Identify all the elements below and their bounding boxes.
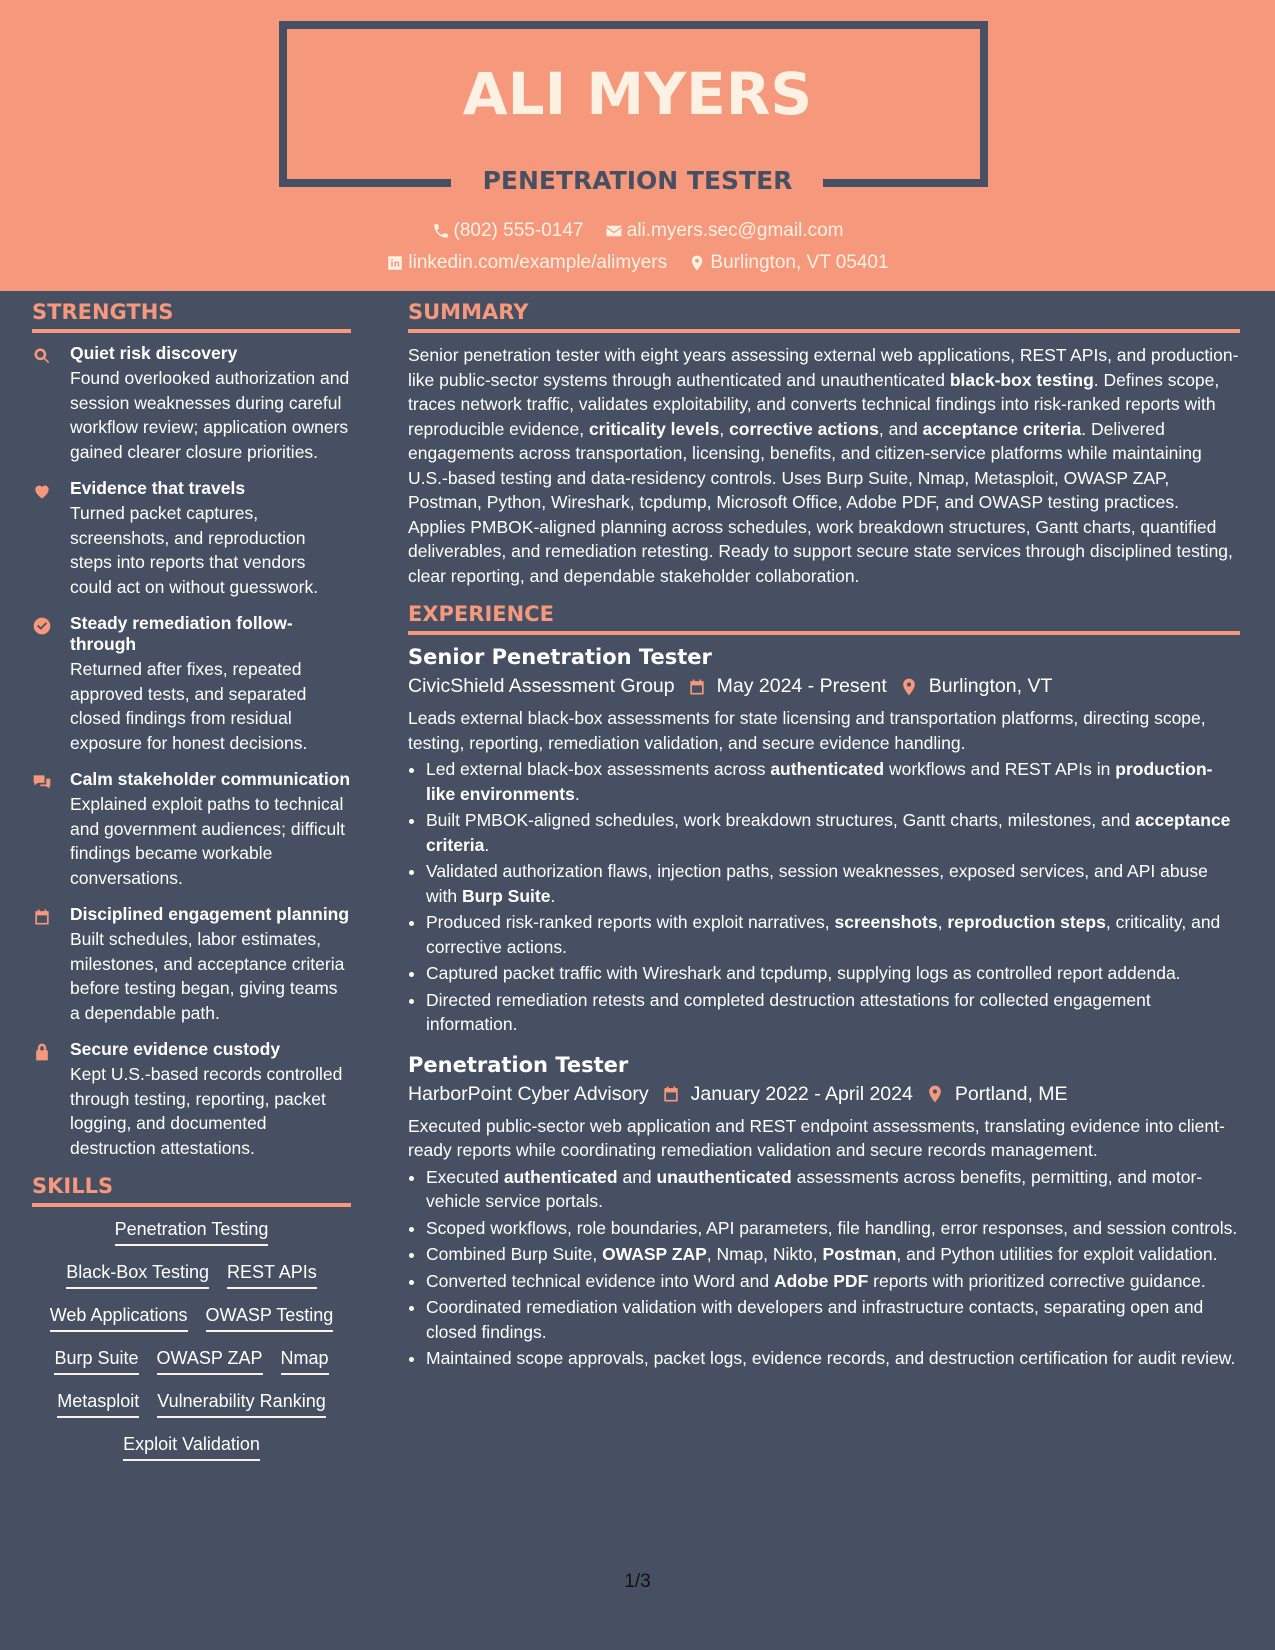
- strength-desc: Turned packet captures, screenshots, and reproduction steps into reports that vendors could act on without guesswork.: [70, 503, 319, 597]
- location-text: Burlington, VT 05401: [710, 252, 889, 273]
- job-meta: [408, 675, 1240, 698]
- linkedin-text: linkedin.com/example/alimyers: [408, 252, 668, 273]
- job-location: Burlington, VT: [928, 675, 1053, 697]
- strength-item: [32, 769, 351, 890]
- job-company: HarborPoint Cyber Advisory: [408, 1082, 649, 1105]
- job-bullet: • Executed authenticated and unauthenticated assessments across benefits, permitting, and motor-vehicle service portals.: [426, 1165, 1240, 1214]
- map-pin-icon: [925, 1084, 945, 1104]
- job-bullet: • Produced risk-ranked reports with exploit narratives, screenshots, reproduction steps, criticality, and corrective actions.: [426, 910, 1240, 959]
- strength-desc: Returned after fixes, repeated approved tests, and separated closed findings from residual exposure for honest decisions.: [70, 659, 308, 753]
- experience-list: [408, 645, 1240, 1371]
- phone-text: (802) 555-0147: [453, 220, 584, 241]
- job-bullet: • Built PMBOK-aligned schedules, work breakdown structures, Gantt charts, milestones, and acceptance criteria.: [426, 808, 1240, 857]
- job-description: Leads external black-box assessments for state licensing and transportation platforms, directing scope, testing, reporting, remediation validation, and secure evidence handling.: [408, 708, 1206, 753]
- strength-title: Evidence that travels: [70, 478, 246, 498]
- job-bullets: [408, 757, 1240, 1037]
- experience-heading: EXPERIENCE: [408, 602, 1240, 635]
- linkedin-icon: [386, 254, 404, 272]
- strengths-list: [32, 343, 351, 1160]
- skill-row: [32, 1303, 351, 1332]
- skill-row: [32, 1346, 351, 1375]
- job-bullet: • Combined Burp Suite, OWASP ZAP, Nmap, Nikto, Postman, and Python utilities for exploit validation.: [426, 1242, 1240, 1267]
- skill-tag: OWASP Testing: [206, 1303, 334, 1332]
- strength-title: Quiet risk discovery: [70, 343, 238, 363]
- right-column: [408, 300, 1240, 1387]
- strength-title: Calm stakeholder communication: [70, 769, 351, 789]
- job-company: CivicShield Assessment Group: [408, 675, 675, 697]
- job-bullet: • Converted technical evidence into Word and Adobe PDF reports with prioritized corrective guidance.: [426, 1269, 1240, 1294]
- phone-icon: [432, 222, 450, 240]
- contact-linkedin[interactable]: [386, 252, 667, 274]
- job-role: Penetration Tester: [408, 1052, 629, 1077]
- email-text: ali.myers.sec@gmail.com: [626, 220, 844, 241]
- job-title: PENETRATION TESTER: [482, 166, 793, 195]
- strength-desc: Found overlooked authorization and session weaknesses during careful workflow review; application owners gained clearer closure priorities.: [70, 368, 350, 462]
- skill-row: [32, 1389, 351, 1418]
- strengths-heading: STRENGTHS: [32, 300, 351, 333]
- job-bullets: [408, 1165, 1240, 1371]
- summary-heading: SUMMARY: [408, 300, 1240, 333]
- job-bullet: • Directed remediation retests and completed destruction attestations for collected engagement information.: [426, 988, 1240, 1037]
- comments-icon: [32, 772, 52, 792]
- skill-row: [32, 1217, 351, 1246]
- strength-desc: Kept U.S.-based records controlled through testing, reporting, packet logging, and documented destruction attestations.: [70, 1064, 343, 1158]
- job-bullet: • Led external black-box assessments across authenticated workflows and REST APIs in production-like environments.: [426, 757, 1240, 806]
- page-number: 1/3: [624, 1571, 651, 1592]
- skill-tag: OWASP ZAP: [157, 1346, 263, 1375]
- skill-row: [32, 1432, 351, 1461]
- strength-title: Secure evidence custody: [70, 1039, 281, 1059]
- job-bullet: • Validated authorization flaws, injection paths, session weaknesses, exposed services, and API abuse with Burp Suite.: [426, 859, 1240, 908]
- job-bullet: • Maintained scope approvals, packet logs, evidence records, and destruction certification for audit review.: [426, 1346, 1240, 1371]
- skill-tag: Nmap: [281, 1346, 329, 1375]
- skill-tag: Penetration Testing: [115, 1217, 269, 1246]
- strength-item: [32, 478, 351, 599]
- strength-title: Disciplined engagement planning: [70, 904, 350, 924]
- strength-desc: Explained exploit paths to technical and government audiences; difficult findings became workable conversations.: [70, 794, 345, 888]
- job-entry: [408, 645, 1240, 1037]
- heart-icon: [32, 481, 52, 501]
- skill-row: [32, 1260, 351, 1289]
- strength-item: [32, 613, 351, 755]
- contact-phone[interactable]: [432, 220, 584, 242]
- envelope-icon: [605, 222, 623, 240]
- map-pin-icon: [899, 677, 919, 697]
- strength-desc: Built schedules, labor estimates, milestones, and acceptance criteria before testing began, giving teams a dependable path.: [70, 929, 345, 1023]
- left-column: [32, 300, 351, 1475]
- header-band: [0, 0, 1275, 291]
- skill-tag: REST APIs: [227, 1260, 317, 1289]
- summary-text: Senior penetration tester with eight years assessing external web applications, REST APIs, and production-like public-sector systems through authenticated and unauthenticated black-box testing. Defines scope, traces network traffic, validates exploitability, and converts technical findings into risk-ranked reports with reproducible evidence, criticality levels, corrective actions, and acceptance criteria. Delivered engagements across transportation, licensing, benefits, and citizen-service platforms while maintaining U.S.-based testing and data-residency controls. Uses Burp Suite, Nmap, Metasploit, OWASP ZAP, Postman, Python, Wireshark, tcpdump, Microsoft Office, Adobe PDF, and OWASP testing practices. Applies PMBOK-aligned planning across schedules, work breakdown structures, Gantt charts, quantified deliverables, and remediation retesting. Ready to support secure state services through disciplined testing, clear reporting, and dependable stakeholder collaboration.: [408, 345, 1239, 586]
- strength-item: [32, 343, 351, 464]
- job-bullet: • Scoped workflows, role boundaries, API parameters, file handling, error responses, and session controls.: [426, 1216, 1240, 1241]
- job-location: Portland, ME: [954, 1082, 1068, 1105]
- search-icon: [32, 346, 52, 366]
- job-bullet: • Coordinated remediation validation with developers and infrastructure contacts, separating open and closed findings.: [426, 1295, 1240, 1344]
- job-meta: [408, 1083, 1240, 1106]
- skills-list: [32, 1217, 351, 1461]
- candidate-name: ALI MYERS: [462, 60, 813, 128]
- skill-tag: Vulnerability Ranking: [157, 1389, 325, 1418]
- job-bullet: • Captured packet traffic with Wireshark and tcpdump, supplying logs as controlled report addenda.: [426, 961, 1240, 986]
- calendar-icon: [687, 677, 707, 697]
- map-pin-icon: [688, 254, 706, 272]
- job-dates: January 2022 - April 2024: [690, 1082, 913, 1105]
- contact-email[interactable]: [605, 220, 844, 242]
- strength-title: Steady remediation follow-through: [70, 613, 293, 654]
- contact-location: [688, 252, 888, 274]
- calendar-icon: [32, 907, 52, 927]
- calendar-icon: [661, 1084, 681, 1104]
- skill-tag: Web Applications: [50, 1303, 188, 1332]
- contact-line-2: [0, 252, 1275, 278]
- skill-tag: Exploit Validation: [123, 1432, 260, 1461]
- skill-tag: Burp Suite: [54, 1346, 138, 1375]
- strength-item: [32, 904, 351, 1025]
- job-role: Senior Penetration Tester: [408, 645, 712, 669]
- skills-heading: SKILLS: [32, 1174, 351, 1207]
- skill-tag: Black-Box Testing: [66, 1260, 209, 1289]
- job-entry: [408, 1053, 1240, 1371]
- job-dates: May 2024 - Present: [716, 675, 887, 697]
- job-description: Executed public-sector web application and REST endpoint assessments, translating evidence into client-ready reports while coordinating remediation validation and secure records management.: [408, 1115, 1225, 1160]
- contact-line-1: [0, 220, 1275, 246]
- strength-item: [32, 1039, 351, 1160]
- lock-icon: [32, 1042, 52, 1062]
- check-circle-icon: [32, 616, 52, 636]
- skill-tag: Metasploit: [57, 1389, 139, 1418]
